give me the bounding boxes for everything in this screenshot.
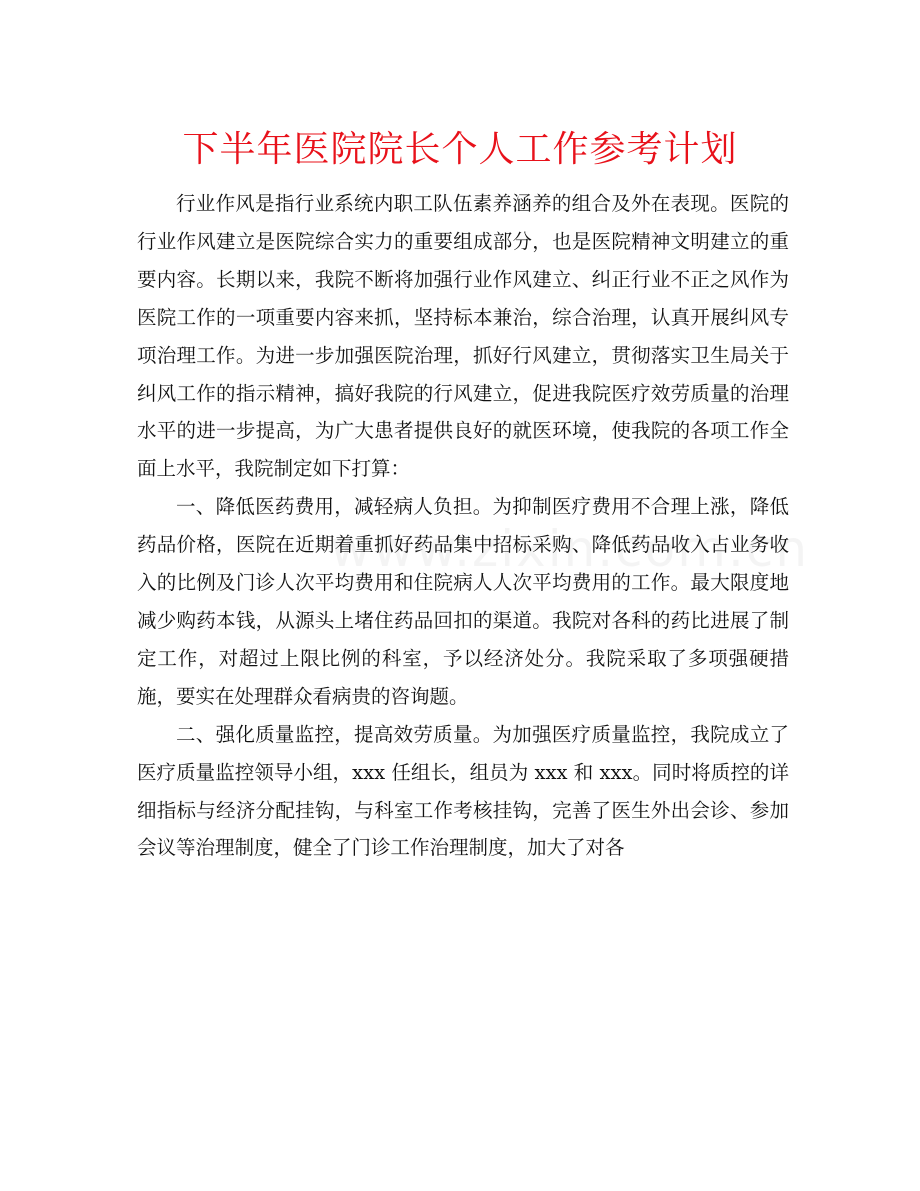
paragraph-intro: 行业作风是指行业系统内职工队伍素养涵养的组合及外在表现。医院的行业作风建立是医院综合实力的重要组成部分，也是医院精神文明建立的重要内容。长期以来，我院不断将加强行业作风建立、纠正行业不正之风作为医院工作的一项重要内容来抓，坚持标本兼治，综合治理，认真开展纠风专项治理工作。为进一步加强医院治理，抓好行风建立，贯彻落实卫生局关于纠风工作的指示精神，搞好我院的行风建立，促进我院医疗效劳质量的治理水平的进一步提高，为广大患者提供良好的就医环境，使我院的各项工作全面上水平，我院制定如下打算： [137,192,789,481]
document-body [137,185,789,867]
paragraph-section-1: 一、降低医药费用，减轻病人负担。为抑制医疗费用不合理上涨，降低药品价格，医院在近期着重抓好药品集中招标采购、降低药品收入占业务收入的比例及门诊人次平均费用和住院病人人次平均费用的工作。最大限度地减少购药本钱，从源头上堵住药品回扣的渠道。我院对各科的药比进展了制定工作，对超过上限比例的科室，予以经济处分。我院采取了多项强硬措施，要实在处理群众看病贵的咨询题。 [137,495,789,708]
paragraph-section-2: 二、强化质量监控，提高效劳质量。为加强医疗质量监控，我院成立了医疗质量监控领导小组，xxx 任组长，组员为 xxx 和 xxx。同时将质控的详细指标与经济分配挂钩，与科室工作考核挂钩，完善了医生外出会诊、参加会议等治理制度，健全了门诊工作治理制度，加大了对各 [137,722,789,860]
document-title: 下半年医院院长个人工作参考计划 [182,129,738,170]
